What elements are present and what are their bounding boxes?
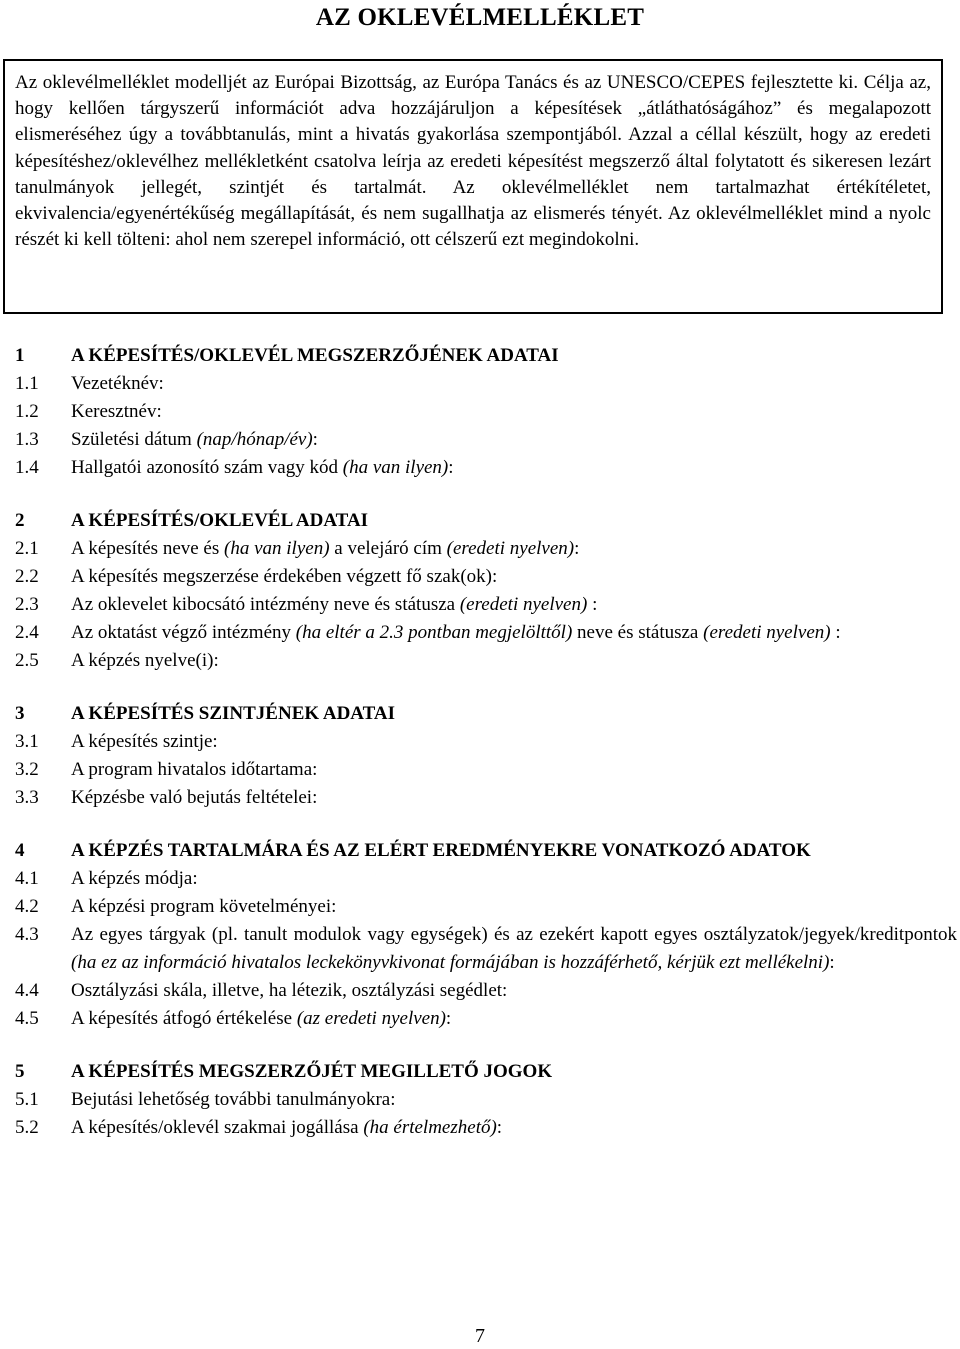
form-item: [15, 563, 957, 591]
item-number: 1.2: [15, 401, 39, 422]
item-text: A program hivatalos időtartama:: [71, 759, 318, 780]
item-label: [71, 784, 957, 812]
section-3: [15, 700, 957, 812]
item-text: :: [830, 622, 841, 643]
item-note: (eredeti nyelven): [446, 538, 575, 559]
form-item: [15, 454, 957, 482]
item-note: (az eredeti nyelven): [296, 1008, 446, 1029]
item-note: (ha van ilyen): [224, 538, 330, 559]
item-label: [71, 454, 957, 482]
item-text: Az egyes tárgyak (pl. tanult modulok vagy egységek) és az ezekért kapott egyes osztályzatok/jegyek/kreditpontok: [71, 924, 957, 945]
item-number: 5.1: [15, 1089, 39, 1110]
item-label: [71, 619, 957, 647]
form-item: [15, 728, 957, 756]
form-content: [15, 342, 957, 1167]
item-note: (ha eltér a 2.3 pontban megjelölttől): [295, 622, 573, 643]
section-number: 3: [15, 703, 25, 724]
item-note: (ha ez az információ hivatalos leckekönyvkivonat formájában is hozzáférhető, kérjük ezt mellékelni): [71, 952, 830, 973]
form-item: [15, 535, 957, 563]
item-text: A képesítés szintje:: [71, 731, 218, 752]
item-label: [71, 398, 957, 426]
form-item: [15, 865, 957, 893]
form-item: [15, 1005, 957, 1033]
item-text: Az oktatást végző intézmény: [71, 622, 296, 643]
item-number: 4.5: [15, 1008, 39, 1029]
section-number: 4: [15, 840, 25, 861]
item-number: 4.4: [15, 980, 39, 1001]
item-number: 2.2: [15, 566, 39, 587]
item-number: 5.2: [15, 1117, 39, 1138]
item-text: A képesítés átfogó értékelése: [71, 1008, 297, 1029]
item-label: [71, 1005, 957, 1033]
item-text: A képesítés neve és: [71, 538, 225, 559]
item-text: a velejáró cím: [329, 538, 447, 559]
item-label: [71, 647, 957, 675]
item-text: :: [496, 1117, 503, 1138]
section-title: A KÉPESÍTÉS/OKLEVÉL ADATAI: [71, 510, 369, 531]
section-title: A KÉPESÍTÉS/OKLEVÉL MEGSZERZŐJÉNEK ADATAI: [71, 345, 559, 366]
item-text: A képesítés megszerzése érdekében végzett fő szak(ok):: [71, 566, 498, 587]
item-number: 2.4: [15, 622, 39, 643]
document-title: AZ OKLEVÉLMELLÉKLET: [315, 4, 645, 31]
item-note: (ha értelmezhető): [363, 1117, 497, 1138]
item-text: Képzésbe való bejutás feltételei:: [71, 787, 318, 808]
page-number: 7: [475, 1325, 485, 1347]
item-text: Az oklevelet kibocsátó intézmény neve és státusza: [71, 594, 460, 615]
item-text: :: [829, 952, 835, 973]
intro-text: Az oklevélmelléklet modelljét az Európai Bizottság, az Európa Tanács és az UNESCO/CEPES fejlesztette ki. Célja az, hogy kellően tárgyszerű információt adva hozzájáruljon a képesítések „átláthatóságához” és megalapozott elismeréséhez úgy a továbbtanulás, mint a hivatás gyakorlása szempontjából. Azzal a céllal készült, hogy az eredeti képesítéshez/oklevélhez mellékletként csatolva leírja az eredeti képesítést megszerző által folytatott és sikeresen lezárt tanulmányok jellegét, szintjét és tartalmát. Az oklevélmelléklet nem tartalmazhat értékítéletet, ekvivalencia/egyenértékűség megállapítását, és nem sugallhatja az elismerés tényét. Az oklevélmelléklet mind a nyolc részét ki kell tölteni: ahol nem szerepel információ, ott célszerű ezt megindokolni.: [15, 72, 931, 251]
section-1: [15, 342, 957, 482]
item-label: [71, 591, 957, 619]
section-number: 2: [15, 510, 25, 531]
item-text: A képzés módja:: [71, 868, 198, 889]
section-title: A KÉPZÉS TARTALMÁRA ÉS AZ ELÉRT EREDMÉNYEKRE VONATKOZÓ ADATOK: [71, 840, 811, 861]
item-number: 4.1: [15, 868, 39, 889]
item-note: (eredeti nyelven): [459, 594, 588, 615]
item-number: 1.3: [15, 429, 39, 450]
form-item: [15, 398, 957, 426]
form-item: [15, 426, 957, 454]
form-item: [15, 647, 957, 675]
section-heading: [15, 1058, 957, 1086]
item-number: 4.2: [15, 896, 39, 917]
item-text: Vezetéknév:: [71, 373, 164, 394]
form-item: [15, 921, 957, 977]
form-item: [15, 370, 957, 398]
item-label: [71, 1114, 957, 1142]
section-title: A KÉPESÍTÉS SZINTJÉNEK ADATAI: [71, 703, 395, 724]
form-item: [15, 591, 957, 619]
item-text: A képesítés/oklevél szakmai jogállása: [71, 1117, 364, 1138]
item-text: Születési dátum: [71, 429, 197, 450]
item-label: [71, 535, 957, 563]
item-text: A képzési program követelményei:: [71, 896, 337, 917]
item-text: :: [448, 457, 454, 478]
item-label: [71, 756, 957, 784]
section-number: 1: [15, 345, 25, 366]
item-label: [71, 893, 957, 921]
section-2: [15, 507, 957, 675]
form-item: [15, 756, 957, 784]
section-4: [15, 837, 957, 1033]
form-item: [15, 784, 957, 812]
item-text: :: [587, 594, 598, 615]
item-label: [71, 977, 957, 1005]
section-title: A KÉPESÍTÉS MEGSZERZŐJÉT MEGILLETŐ JOGOK: [71, 1061, 553, 1082]
item-text: :: [574, 538, 580, 559]
item-text: :: [445, 1008, 452, 1029]
item-label: [71, 426, 957, 454]
item-text: Hallgatói azonosító szám vagy kód: [71, 457, 343, 478]
section-heading: [15, 342, 957, 370]
section-heading: [15, 507, 957, 535]
item-number: 4.3: [15, 924, 39, 945]
item-number: 3.2: [15, 759, 39, 780]
form-item: [15, 893, 957, 921]
item-note: (eredeti nyelven): [703, 622, 831, 643]
item-label: [71, 865, 957, 893]
item-label: [71, 370, 957, 398]
item-number: 2.1: [15, 538, 39, 559]
form-item: [15, 1114, 957, 1142]
item-text: Osztályzási skála, illetve, ha létezik, osztályzási segédlet:: [71, 980, 508, 1001]
section-heading: [15, 700, 957, 728]
item-text: A képzés nyelve(i):: [71, 650, 219, 671]
item-number: 3.3: [15, 787, 39, 808]
item-label: [71, 728, 957, 756]
item-label: [71, 563, 957, 591]
form-item: [15, 977, 957, 1005]
item-number: 1.4: [15, 457, 39, 478]
item-text: Bejutási lehetőség további tanulmányokra:: [71, 1089, 396, 1110]
item-text: :: [312, 429, 318, 450]
section-heading: [15, 837, 957, 865]
item-label: [71, 921, 957, 977]
item-label: [71, 1086, 957, 1114]
form-item: [15, 1086, 957, 1114]
item-number: 3.1: [15, 731, 39, 752]
item-note: (nap/hónap/év): [196, 429, 313, 450]
item-number: 1.1: [15, 373, 39, 394]
item-text: Keresztnév:: [71, 401, 162, 422]
item-number: 2.5: [15, 650, 39, 671]
section-5: [15, 1058, 957, 1142]
section-number: 5: [15, 1061, 25, 1082]
item-note: (ha van ilyen): [342, 457, 449, 478]
item-text: neve és státusza: [572, 622, 704, 643]
item-number: 2.3: [15, 594, 39, 615]
intro-box: [3, 59, 943, 314]
form-item: [15, 619, 957, 647]
